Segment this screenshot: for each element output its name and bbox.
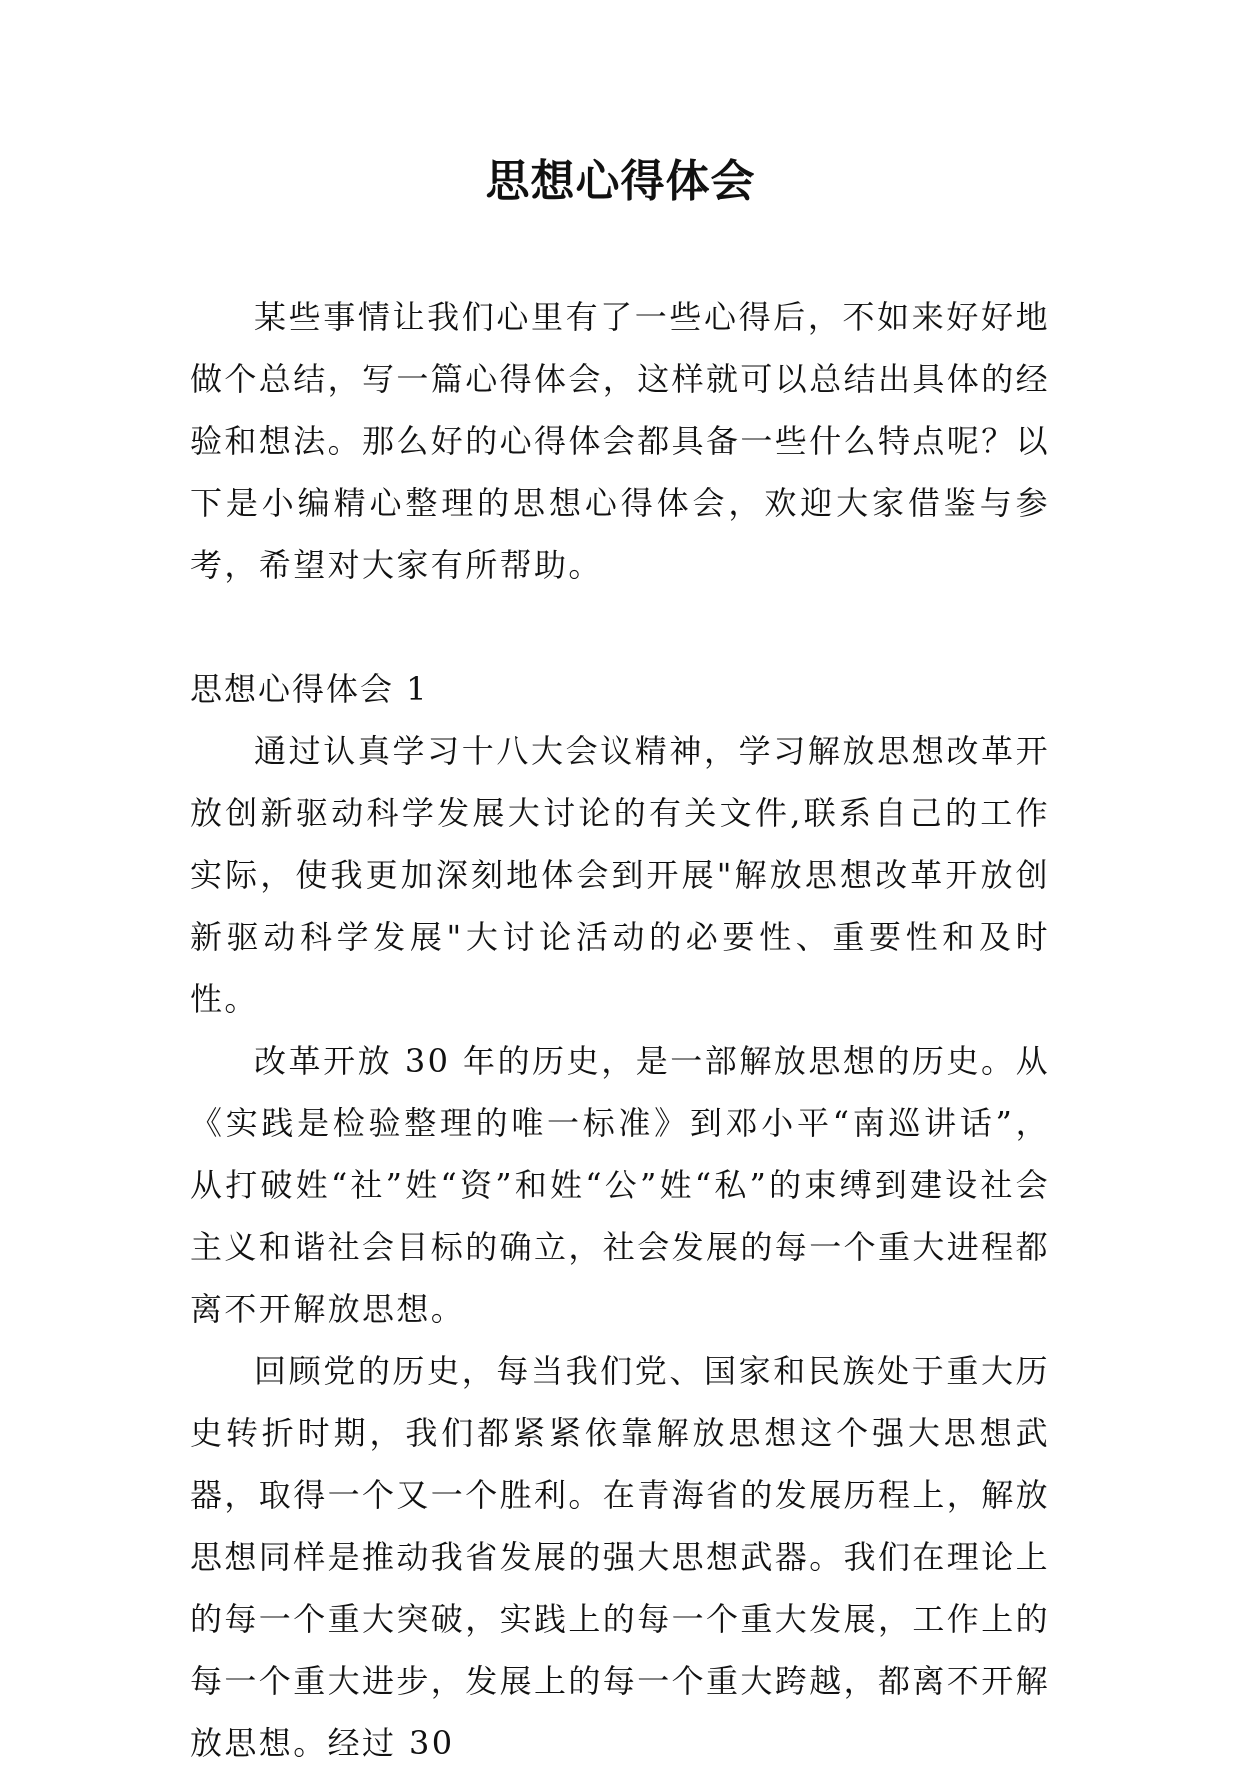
paragraph-spacer (190, 596, 1050, 658)
intro-paragraph: 某些事情让我们心里有了一些心得后，不如来好好地做个总结，写一篇心得体会，这样就可以总结出具体的经验和想法。那么好的心得体会都具备一些什么特点呢？以下是小编精心整理的思想心得体会，欢迎大家借鉴与参考，希望对大家有所帮助。 (190, 298, 1051, 584)
body-paragraph-1: 通过认真学习十八大会议精神，学习解放思想改革开放创新驱动科学发展大讨论的有关文件,联系自己的工作实际，使我更加深刻地体会到开展"解放思想改革开放创新驱动科学发展"大讨论活动的必要性、重要性和及时性。 (190, 732, 1050, 1018)
section-heading: 思想心得体会 1 (190, 670, 429, 708)
document-body (190, 286, 1050, 1774)
body-paragraph-2: 改革开放 30 年的历史，是一部解放思想的历史。从《实践是检验整理的唯一标准》到邓小平“南巡讲话”，从打破姓“社”姓“资”和姓“公”姓“私”的束缚到建设社会主义和谐社会目标的确立，社会发展的每一个重大进程都离不开解放思想。 (190, 1042, 1051, 1328)
body-paragraph-3: 回顾党的历史，每当我们党、国家和民族处于重大历史转折时期，我们都紧紧依靠解放思想这个强大思想武器，取得一个又一个胜利。在青海省的发展历程上，解放思想同样是推动我省发展的强大思想武器。我们在理论上的每一个重大突破，实践上的每一个重大发展，工作上的每一个重大进步，发展上的每一个重大跨越，都离不开解放思想。经过 30 (190, 1352, 1051, 1762)
document-title: 思想心得体会 (485, 156, 756, 207)
